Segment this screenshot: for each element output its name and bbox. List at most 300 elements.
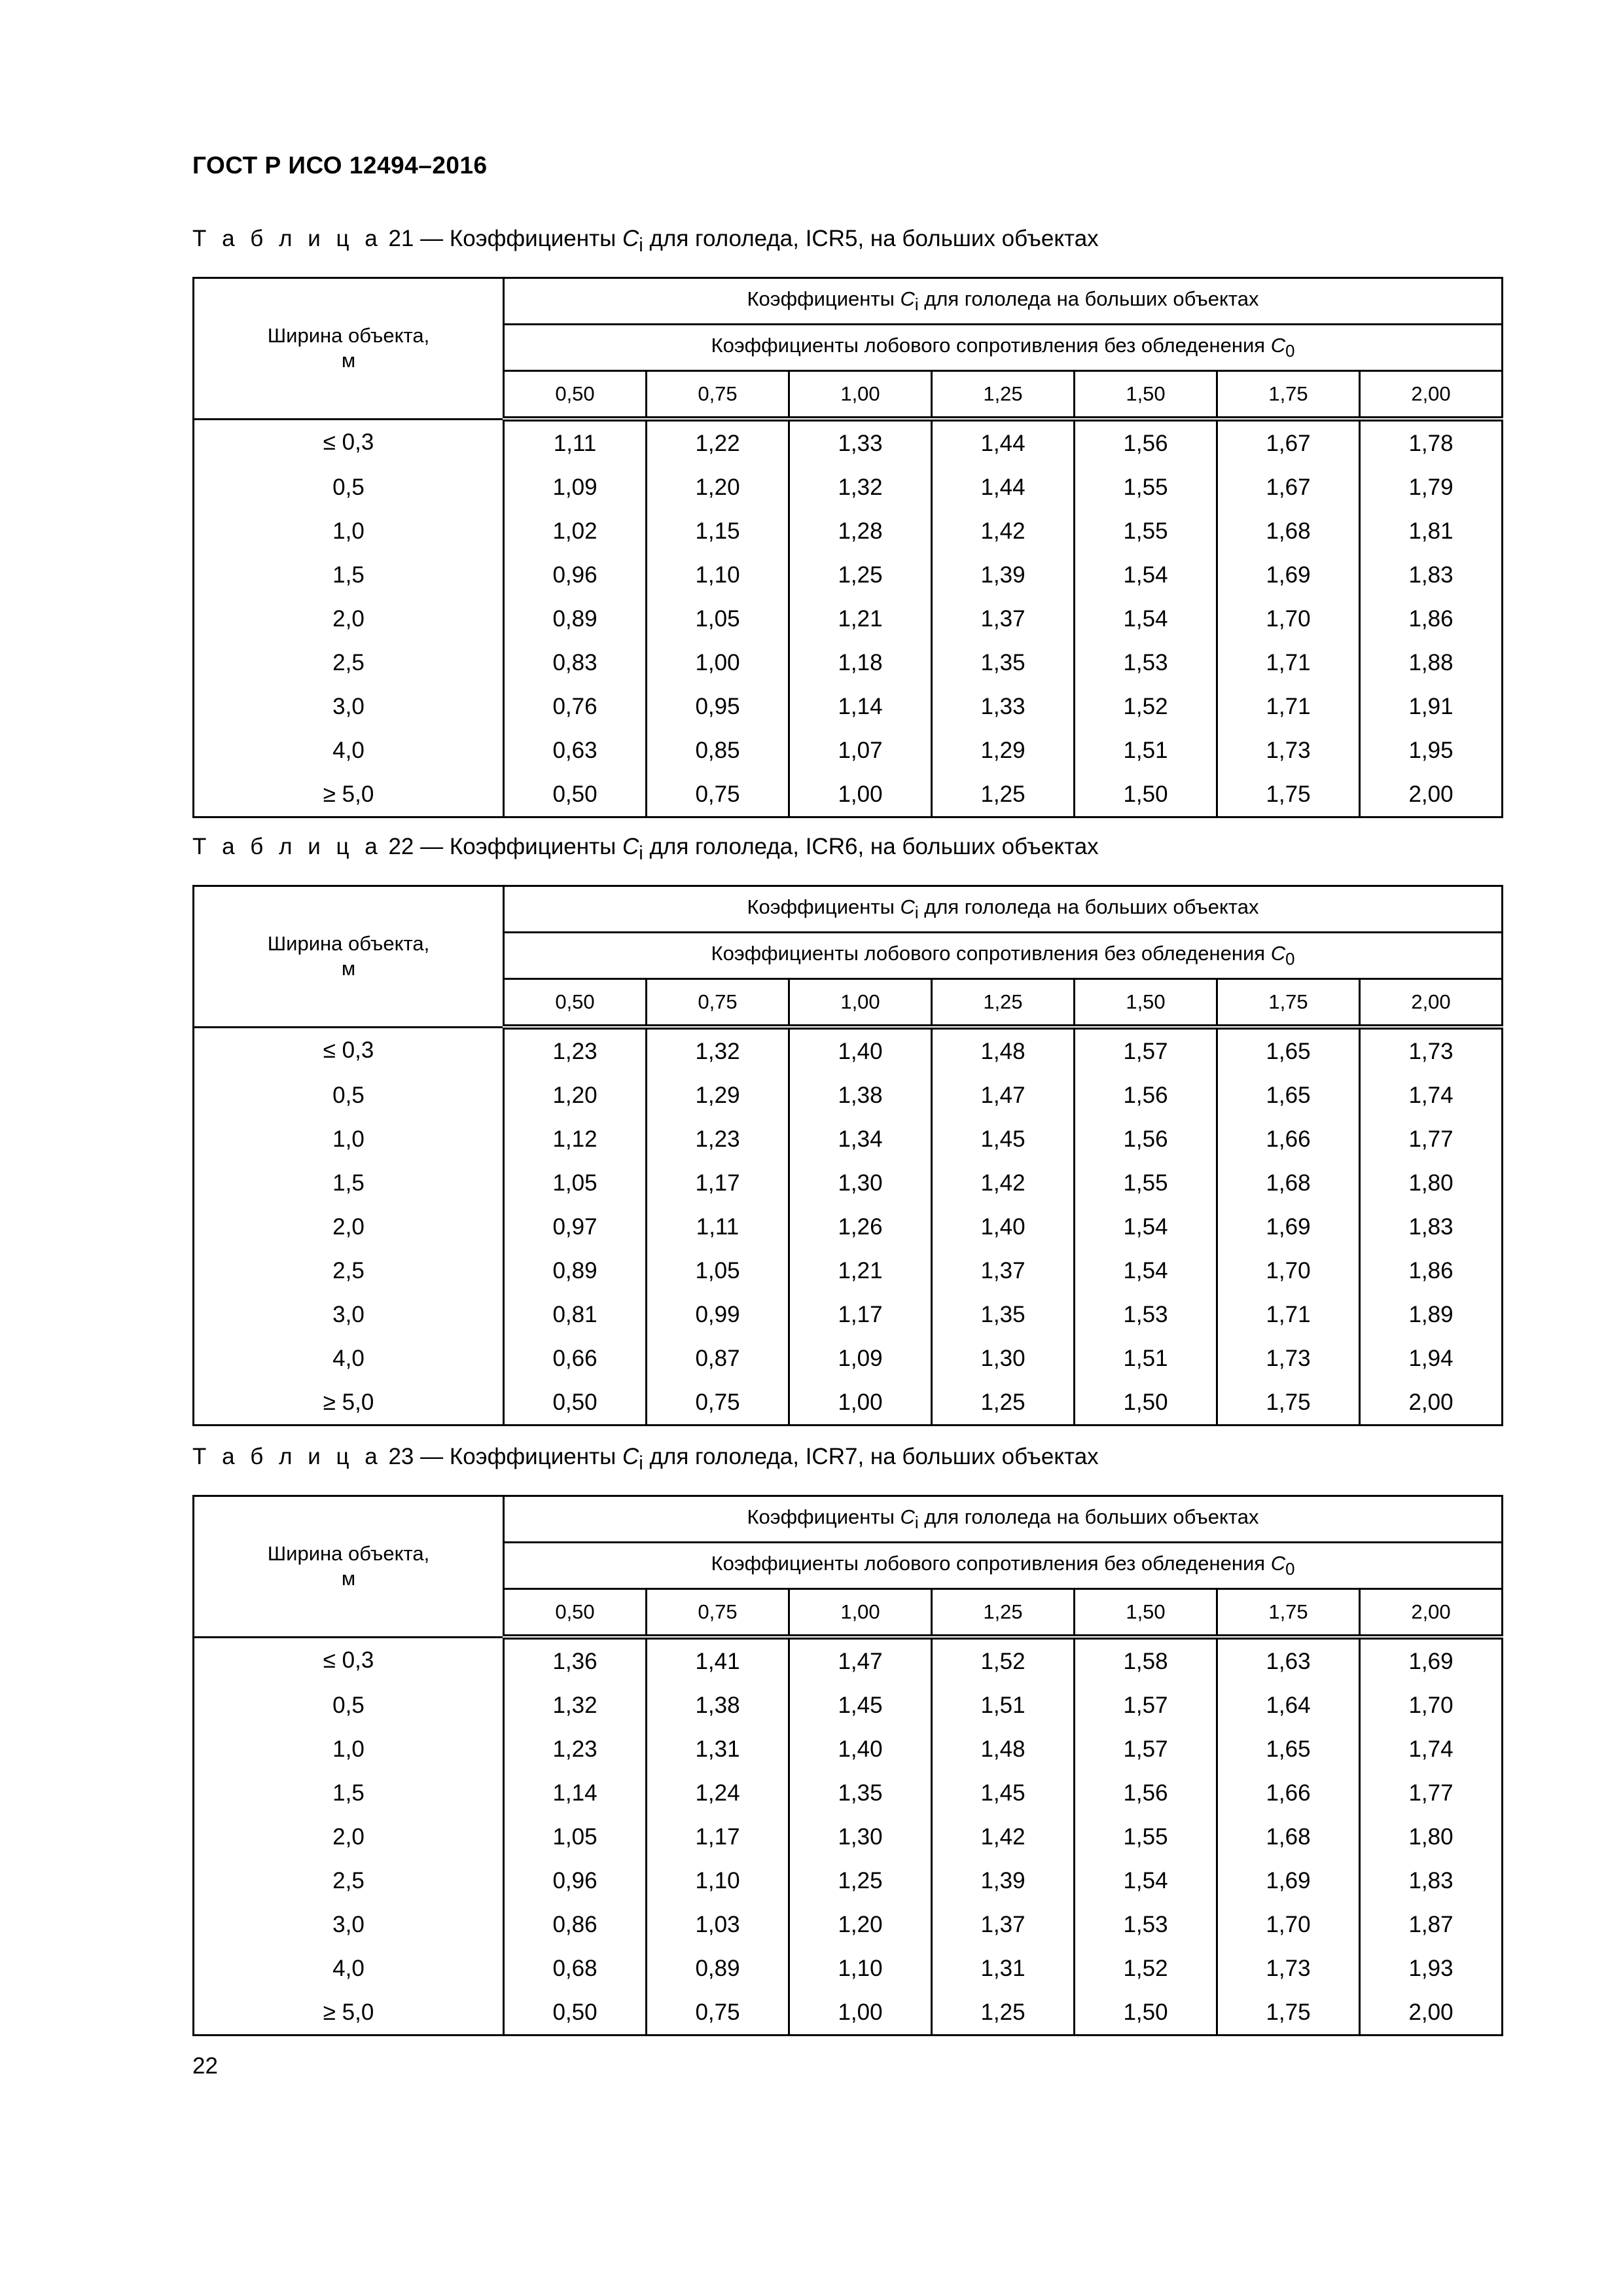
group-header bbox=[504, 1496, 1503, 1543]
caption-text: для гололеда, bbox=[643, 834, 806, 859]
object-width-cell: 2,0 bbox=[194, 1815, 504, 1859]
coefficient-cell: 1,25 bbox=[932, 1990, 1075, 2036]
coefficient-cell: 1,20 bbox=[504, 1073, 647, 1117]
coefficient-cell: 1,55 bbox=[1075, 1161, 1217, 1205]
table-row bbox=[194, 1815, 1503, 1859]
coefficient-cell: 1,35 bbox=[932, 641, 1075, 685]
object-width-cell: ≥ 5,0 bbox=[194, 772, 504, 817]
caption-word: Т а б л и ц а bbox=[192, 226, 382, 251]
coefficient-cell: 2,00 bbox=[1360, 1990, 1503, 2036]
object-width-cell: 3,0 bbox=[194, 1903, 504, 1946]
object-width-cell: ≤ 0,3 bbox=[194, 1637, 504, 1683]
coefficient-cell: 1,69 bbox=[1217, 553, 1360, 597]
coefficient-table bbox=[192, 277, 1503, 818]
coefficient-cell: 1,68 bbox=[1217, 1815, 1360, 1859]
width-label: Ширина объекта, bbox=[267, 1542, 430, 1566]
coefficient-cell: 1,50 bbox=[1075, 1990, 1217, 2036]
table-row bbox=[194, 1727, 1503, 1771]
drag-value-header: 2,00 bbox=[1360, 371, 1503, 420]
coefficient-cell: 1,53 bbox=[1075, 1903, 1217, 1946]
drag-value-header: 0,50 bbox=[504, 1589, 647, 1638]
object-width-cell: 2,5 bbox=[194, 1859, 504, 1903]
coefficient-cell: 1,21 bbox=[789, 597, 932, 641]
coefficient-cell: 1,73 bbox=[1217, 1946, 1360, 1990]
coefficient-cell: 1,05 bbox=[647, 597, 789, 641]
coefficient-cell: 0,50 bbox=[504, 1990, 647, 2036]
coefficient-cell: 1,51 bbox=[1075, 1336, 1217, 1380]
coefficient-cell: 1,55 bbox=[1075, 509, 1217, 553]
table-row bbox=[194, 1990, 1503, 2036]
object-width-cell: ≤ 0,3 bbox=[194, 419, 504, 465]
coefficient-cell: 1,73 bbox=[1217, 1336, 1360, 1380]
coefficient-cell: 1,30 bbox=[932, 1336, 1075, 1380]
coefficient-cell: 1,23 bbox=[647, 1117, 789, 1161]
coefficient-cell: 1,10 bbox=[789, 1946, 932, 1990]
drag-header bbox=[504, 325, 1503, 371]
coefficient-cell: 1,30 bbox=[789, 1815, 932, 1859]
coefficient-cell: 0,85 bbox=[647, 728, 789, 772]
coefficient-cell: 1,35 bbox=[932, 1293, 1075, 1336]
coefficient-cell: 1,66 bbox=[1217, 1771, 1360, 1815]
coefficient-cell: 1,75 bbox=[1217, 1990, 1360, 2036]
group-header-text: Коэффициенты bbox=[747, 1505, 901, 1528]
coefficient-cell: 1,37 bbox=[932, 597, 1075, 641]
coefficient-cell: 1,42 bbox=[932, 509, 1075, 553]
coefficient-cell: 1,00 bbox=[789, 1380, 932, 1426]
coefficient-cell: 1,24 bbox=[647, 1771, 789, 1815]
object-width-cell: 0,5 bbox=[194, 1073, 504, 1117]
coefficient-cell: 1,77 bbox=[1360, 1771, 1503, 1815]
table-row bbox=[194, 1293, 1503, 1336]
coefficient-cell: 0,89 bbox=[647, 1946, 789, 1990]
object-width-cell: 3,0 bbox=[194, 685, 504, 728]
coefficient-table bbox=[192, 1495, 1503, 2036]
coefficient-cell: 1,70 bbox=[1217, 597, 1360, 641]
coefficient-cell: 1,32 bbox=[504, 1683, 647, 1727]
table-row bbox=[194, 1859, 1503, 1903]
coefficient-cell: 1,00 bbox=[789, 772, 932, 817]
table-row bbox=[194, 1249, 1503, 1293]
group-header-subscript: i bbox=[914, 904, 919, 923]
object-width-cell: 2,5 bbox=[194, 1249, 504, 1293]
coefficient-cell: 0,89 bbox=[504, 597, 647, 641]
drag-header-subscript: 0 bbox=[1285, 950, 1295, 969]
coefficient-cell: 1,14 bbox=[504, 1771, 647, 1815]
coefficient-cell: 1,78 bbox=[1360, 419, 1503, 465]
object-width-cell: ≥ 5,0 bbox=[194, 1380, 504, 1426]
drag-value-header: 0,75 bbox=[647, 371, 789, 420]
coefficient-cell: 0,50 bbox=[504, 772, 647, 817]
coefficient-cell: 1,83 bbox=[1360, 553, 1503, 597]
coefficient-cell: 1,68 bbox=[1217, 509, 1360, 553]
coefficient-cell: 1,65 bbox=[1217, 1073, 1360, 1117]
coefficient-cell: 1,52 bbox=[1075, 685, 1217, 728]
coefficient-cell: 1,73 bbox=[1217, 728, 1360, 772]
coefficient-cell: 1,75 bbox=[1217, 1380, 1360, 1426]
coefficient-cell: 1,23 bbox=[504, 1027, 647, 1073]
coefficient-cell: 1,80 bbox=[1360, 1161, 1503, 1205]
object-width-cell: 1,5 bbox=[194, 553, 504, 597]
object-width-cell: 1,0 bbox=[194, 1117, 504, 1161]
coefficient-cell: 1,57 bbox=[1075, 1683, 1217, 1727]
drag-value-header: 1,25 bbox=[932, 1589, 1075, 1638]
coefficient-cell: 1,29 bbox=[647, 1073, 789, 1117]
coefficient-cell: 1,10 bbox=[647, 1859, 789, 1903]
coefficient-cell: 0,63 bbox=[504, 728, 647, 772]
table-number: 21 bbox=[388, 226, 414, 251]
table-caption bbox=[192, 1444, 1099, 1475]
caption-text: , на больших объектах bbox=[857, 834, 1099, 859]
table-number: 23 bbox=[388, 1444, 414, 1469]
drag-value-header: 1,25 bbox=[932, 371, 1075, 420]
coefficient-cell: 1,54 bbox=[1075, 553, 1217, 597]
drag-header bbox=[504, 1543, 1503, 1589]
table-row bbox=[194, 553, 1503, 597]
group-header-subscript: i bbox=[914, 296, 919, 315]
table-row bbox=[194, 728, 1503, 772]
coefficient-cell: 1,02 bbox=[504, 509, 647, 553]
coefficient-cell: 1,35 bbox=[789, 1771, 932, 1815]
table-row bbox=[194, 772, 1503, 817]
drag-value-header: 1,75 bbox=[1217, 979, 1360, 1028]
coefficient-cell: 1,41 bbox=[647, 1637, 789, 1683]
caption-subscript: i bbox=[639, 235, 643, 256]
width-column-header bbox=[194, 278, 504, 420]
object-width-cell: 1,0 bbox=[194, 1727, 504, 1771]
coefficient-cell: 1,67 bbox=[1217, 465, 1360, 509]
group-header-text: для гололеда на больших объектах bbox=[918, 895, 1259, 918]
caption-word: Т а б л и ц а bbox=[192, 1444, 382, 1469]
drag-value-header: 2,00 bbox=[1360, 979, 1503, 1028]
coefficient-cell: 1,20 bbox=[647, 465, 789, 509]
width-unit: м bbox=[341, 349, 356, 372]
object-width-cell: 4,0 bbox=[194, 1946, 504, 1990]
object-width-cell: 1,5 bbox=[194, 1161, 504, 1205]
coefficient-cell: 1,47 bbox=[932, 1073, 1075, 1117]
coefficient-cell: 1,30 bbox=[789, 1161, 932, 1205]
coefficient-cell: 0,87 bbox=[647, 1336, 789, 1380]
drag-value-header: 1,50 bbox=[1075, 1589, 1217, 1638]
object-width-cell: 0,5 bbox=[194, 1683, 504, 1727]
coefficient-cell: 1,17 bbox=[789, 1293, 932, 1336]
coefficient-cell: 1,83 bbox=[1360, 1859, 1503, 1903]
coefficient-cell: 1,52 bbox=[932, 1637, 1075, 1683]
coefficient-cell: 1,69 bbox=[1360, 1637, 1503, 1683]
width-unit: м bbox=[341, 1567, 356, 1590]
table-number: 22 bbox=[388, 834, 414, 859]
coefficient-cell: 1,55 bbox=[1075, 465, 1217, 509]
caption-text: , на больших объектах bbox=[857, 226, 1099, 251]
coefficient-cell: 1,37 bbox=[932, 1249, 1075, 1293]
coefficient-cell: 1,56 bbox=[1075, 419, 1217, 465]
coefficient-cell: 1,14 bbox=[789, 685, 932, 728]
caption-symbol: C bbox=[622, 1444, 639, 1469]
object-width-cell: 2,0 bbox=[194, 1205, 504, 1249]
drag-header-symbol: C bbox=[1270, 1551, 1286, 1575]
coefficient-cell: 1,22 bbox=[647, 419, 789, 465]
table-row bbox=[194, 1205, 1503, 1249]
drag-header-text: Коэффициенты лобового сопротивления без обледенения bbox=[711, 941, 1271, 965]
group-header-text: для гололеда на больших объектах bbox=[918, 287, 1259, 310]
drag-header-subscript: 0 bbox=[1285, 1560, 1295, 1579]
coefficient-cell: 2,00 bbox=[1360, 772, 1503, 817]
coefficient-cell: 1,39 bbox=[932, 1859, 1075, 1903]
caption-text: — Коэффициенты bbox=[414, 1444, 623, 1469]
icing-class: ICR7 bbox=[805, 1444, 858, 1469]
coefficient-cell: 1,93 bbox=[1360, 1946, 1503, 1990]
coefficient-cell: 1,42 bbox=[932, 1815, 1075, 1859]
drag-value-header: 2,00 bbox=[1360, 1589, 1503, 1638]
coefficient-cell: 1,57 bbox=[1075, 1727, 1217, 1771]
coefficient-cell: 1,54 bbox=[1075, 1205, 1217, 1249]
coefficient-cell: 0,66 bbox=[504, 1336, 647, 1380]
coefficient-cell: 1,95 bbox=[1360, 728, 1503, 772]
coefficient-cell: 1,57 bbox=[1075, 1027, 1217, 1073]
coefficient-cell: 1,79 bbox=[1360, 465, 1503, 509]
object-width-cell: 0,5 bbox=[194, 465, 504, 509]
coefficient-cell: 1,50 bbox=[1075, 772, 1217, 817]
coefficient-cell: 1,38 bbox=[647, 1683, 789, 1727]
coefficient-cell: 1,66 bbox=[1217, 1117, 1360, 1161]
coefficient-cell: 1,83 bbox=[1360, 1205, 1503, 1249]
drag-value-header: 1,75 bbox=[1217, 371, 1360, 420]
coefficient-cell: 1,05 bbox=[504, 1815, 647, 1859]
coefficient-cell: 1,89 bbox=[1360, 1293, 1503, 1336]
coefficient-cell: 1,45 bbox=[932, 1117, 1075, 1161]
coefficient-cell: 1,70 bbox=[1217, 1903, 1360, 1946]
object-width-cell: 1,0 bbox=[194, 509, 504, 553]
coefficient-cell: 1,09 bbox=[789, 1336, 932, 1380]
coefficient-cell: 1,80 bbox=[1360, 1815, 1503, 1859]
coefficient-cell: 1,68 bbox=[1217, 1161, 1360, 1205]
coefficient-cell: 1,44 bbox=[932, 465, 1075, 509]
coefficient-cell: 1,51 bbox=[1075, 728, 1217, 772]
coefficient-cell: 1,23 bbox=[504, 1727, 647, 1771]
coefficient-cell: 1,42 bbox=[932, 1161, 1075, 1205]
object-width-cell: ≥ 5,0 bbox=[194, 1990, 504, 2036]
coefficient-cell: 0,75 bbox=[647, 1990, 789, 2036]
drag-value-header: 1,00 bbox=[789, 1589, 932, 1638]
coefficient-cell: 1,32 bbox=[647, 1027, 789, 1073]
coefficient-cell: 1,91 bbox=[1360, 685, 1503, 728]
coefficient-cell: 1,40 bbox=[932, 1205, 1075, 1249]
coefficient-cell: 1,56 bbox=[1075, 1117, 1217, 1161]
coefficient-cell: 1,58 bbox=[1075, 1637, 1217, 1683]
group-header-text: Коэффициенты bbox=[747, 895, 901, 918]
coefficient-cell: 1,74 bbox=[1360, 1073, 1503, 1117]
coefficient-cell: 1,28 bbox=[789, 509, 932, 553]
icing-class: ICR6 bbox=[805, 834, 858, 859]
coefficient-cell: 1,09 bbox=[504, 465, 647, 509]
coefficient-cell: 1,71 bbox=[1217, 1293, 1360, 1336]
coefficient-cell: 0,50 bbox=[504, 1380, 647, 1426]
group-header-text: для гололеда на больших объектах bbox=[918, 1505, 1259, 1528]
coefficient-cell: 0,81 bbox=[504, 1293, 647, 1336]
coefficient-cell: 1,52 bbox=[1075, 1946, 1217, 1990]
coefficient-cell: 0,68 bbox=[504, 1946, 647, 1990]
caption-text: — Коэффициенты bbox=[414, 226, 623, 251]
icing-class: ICR5 bbox=[805, 226, 858, 251]
document-title: ГОСТ Р ИСО 12494–2016 bbox=[192, 152, 488, 179]
table-row bbox=[194, 641, 1503, 685]
coefficient-table bbox=[192, 885, 1503, 1426]
coefficient-cell: 1,25 bbox=[932, 772, 1075, 817]
table-row bbox=[194, 1336, 1503, 1380]
group-header-symbol: C bbox=[900, 895, 915, 918]
object-width-cell: 3,0 bbox=[194, 1293, 504, 1336]
table-row bbox=[194, 1637, 1503, 1683]
coefficient-cell: 0,76 bbox=[504, 685, 647, 728]
width-unit: м bbox=[341, 957, 356, 980]
coefficient-cell: 1,56 bbox=[1075, 1771, 1217, 1815]
coefficient-cell: 1,00 bbox=[647, 641, 789, 685]
coefficient-cell: 1,37 bbox=[932, 1903, 1075, 1946]
coefficient-cell: 1,75 bbox=[1217, 772, 1360, 817]
table-row bbox=[194, 465, 1503, 509]
table-row bbox=[194, 1683, 1503, 1727]
object-width-cell: 4,0 bbox=[194, 728, 504, 772]
object-width-cell: 2,5 bbox=[194, 641, 504, 685]
coefficient-cell: 2,00 bbox=[1360, 1380, 1503, 1426]
coefficient-cell: 1,56 bbox=[1075, 1073, 1217, 1117]
width-column-header bbox=[194, 1496, 504, 1638]
drag-value-header: 1,50 bbox=[1075, 979, 1217, 1028]
drag-value-header: 1,00 bbox=[789, 371, 932, 420]
drag-value-header: 1,00 bbox=[789, 979, 932, 1028]
caption-text: для гололеда, bbox=[643, 226, 806, 251]
coefficient-cell: 0,83 bbox=[504, 641, 647, 685]
coefficient-cell: 1,05 bbox=[504, 1161, 647, 1205]
coefficient-cell: 1,11 bbox=[647, 1205, 789, 1249]
table-caption bbox=[192, 834, 1099, 865]
table-row bbox=[194, 1117, 1503, 1161]
coefficient-cell: 1,86 bbox=[1360, 1249, 1503, 1293]
width-column-header bbox=[194, 886, 504, 1028]
coefficient-cell: 0,89 bbox=[504, 1249, 647, 1293]
coefficient-cell: 1,15 bbox=[647, 509, 789, 553]
coefficient-cell: 0,97 bbox=[504, 1205, 647, 1249]
drag-value-header: 0,75 bbox=[647, 979, 789, 1028]
table-row bbox=[194, 1027, 1503, 1073]
coefficient-cell: 0,75 bbox=[647, 1380, 789, 1426]
coefficient-cell: 1,39 bbox=[932, 553, 1075, 597]
coefficient-cell: 1,25 bbox=[789, 553, 932, 597]
coefficient-cell: 1,25 bbox=[932, 1380, 1075, 1426]
coefficient-cell: 1,31 bbox=[932, 1946, 1075, 1990]
coefficient-cell: 1,88 bbox=[1360, 641, 1503, 685]
coefficient-cell: 1,40 bbox=[789, 1727, 932, 1771]
drag-value-header: 1,75 bbox=[1217, 1589, 1360, 1638]
coefficient-cell: 1,94 bbox=[1360, 1336, 1503, 1380]
coefficient-cell: 1,12 bbox=[504, 1117, 647, 1161]
page-number: 22 bbox=[192, 2053, 218, 2079]
coefficient-cell: 1,44 bbox=[932, 419, 1075, 465]
coefficient-cell: 1,33 bbox=[789, 419, 932, 465]
caption-subscript: i bbox=[639, 843, 643, 864]
coefficient-cell: 1,54 bbox=[1075, 1859, 1217, 1903]
coefficient-cell: 0,99 bbox=[647, 1293, 789, 1336]
coefficient-cell: 1,00 bbox=[789, 1990, 932, 2036]
drag-value-header: 0,75 bbox=[647, 1589, 789, 1638]
table-row bbox=[194, 419, 1503, 465]
coefficient-cell: 1,65 bbox=[1217, 1027, 1360, 1073]
coefficient-cell: 1,54 bbox=[1075, 1249, 1217, 1293]
coefficient-cell: 1,77 bbox=[1360, 1117, 1503, 1161]
caption-word: Т а б л и ц а bbox=[192, 834, 382, 859]
coefficient-cell: 1,10 bbox=[647, 553, 789, 597]
coefficient-cell: 1,50 bbox=[1075, 1380, 1217, 1426]
coefficient-cell: 1,03 bbox=[647, 1903, 789, 1946]
coefficient-cell: 1,69 bbox=[1217, 1205, 1360, 1249]
coefficient-cell: 1,29 bbox=[932, 728, 1075, 772]
width-label: Ширина объекта, bbox=[267, 324, 430, 348]
table-caption bbox=[192, 226, 1099, 257]
table-row bbox=[194, 685, 1503, 728]
drag-header-subscript: 0 bbox=[1285, 342, 1295, 361]
coefficient-cell: 1,87 bbox=[1360, 1903, 1503, 1946]
group-header-symbol: C bbox=[900, 287, 915, 310]
coefficient-cell: 1,74 bbox=[1360, 1727, 1503, 1771]
coefficient-cell: 1,47 bbox=[789, 1637, 932, 1683]
drag-value-header: 0,50 bbox=[504, 371, 647, 420]
drag-value-header: 1,25 bbox=[932, 979, 1075, 1028]
coefficient-cell: 1,31 bbox=[647, 1727, 789, 1771]
group-header bbox=[504, 278, 1503, 325]
caption-text: , на больших объектах bbox=[857, 1444, 1099, 1469]
object-width-cell: ≤ 0,3 bbox=[194, 1027, 504, 1073]
caption-subscript: i bbox=[639, 1453, 643, 1474]
coefficient-cell: 1,07 bbox=[789, 728, 932, 772]
table-row bbox=[194, 1073, 1503, 1117]
drag-header-text: Коэффициенты лобового сопротивления без обледенения bbox=[711, 1551, 1271, 1575]
coefficient-cell: 1,65 bbox=[1217, 1727, 1360, 1771]
table-row bbox=[194, 1161, 1503, 1205]
group-header-text: Коэффициенты bbox=[747, 287, 901, 310]
caption-symbol: C bbox=[622, 226, 639, 251]
coefficient-cell: 0,95 bbox=[647, 685, 789, 728]
coefficient-cell: 1,71 bbox=[1217, 685, 1360, 728]
coefficient-cell: 1,21 bbox=[789, 1249, 932, 1293]
coefficient-cell: 1,71 bbox=[1217, 641, 1360, 685]
coefficient-cell: 1,32 bbox=[789, 465, 932, 509]
coefficient-cell: 1,53 bbox=[1075, 641, 1217, 685]
coefficient-cell: 1,33 bbox=[932, 685, 1075, 728]
coefficient-cell: 1,45 bbox=[932, 1771, 1075, 1815]
coefficient-cell: 1,70 bbox=[1217, 1249, 1360, 1293]
coefficient-cell: 1,45 bbox=[789, 1683, 932, 1727]
coefficient-cell: 1,48 bbox=[932, 1727, 1075, 1771]
coefficient-cell: 1,67 bbox=[1217, 419, 1360, 465]
coefficient-cell: 1,26 bbox=[789, 1205, 932, 1249]
coefficient-cell: 1,64 bbox=[1217, 1683, 1360, 1727]
drag-header-text: Коэффициенты лобового сопротивления без обледенения bbox=[711, 333, 1271, 357]
coefficient-cell: 1,18 bbox=[789, 641, 932, 685]
object-width-cell: 4,0 bbox=[194, 1336, 504, 1380]
coefficient-cell: 1,51 bbox=[932, 1683, 1075, 1727]
drag-header-symbol: C bbox=[1270, 333, 1286, 357]
coefficient-cell: 1,36 bbox=[504, 1637, 647, 1683]
coefficient-cell: 0,86 bbox=[504, 1903, 647, 1946]
coefficient-cell: 1,54 bbox=[1075, 597, 1217, 641]
caption-symbol: C bbox=[622, 834, 639, 859]
coefficient-cell: 1,81 bbox=[1360, 509, 1503, 553]
group-header-symbol: C bbox=[900, 1505, 915, 1528]
coefficient-cell: 1,40 bbox=[789, 1027, 932, 1073]
coefficient-cell: 1,11 bbox=[504, 419, 647, 465]
coefficient-cell: 1,70 bbox=[1360, 1683, 1503, 1727]
drag-value-header: 0,50 bbox=[504, 979, 647, 1028]
coefficient-cell: 1,20 bbox=[789, 1903, 932, 1946]
